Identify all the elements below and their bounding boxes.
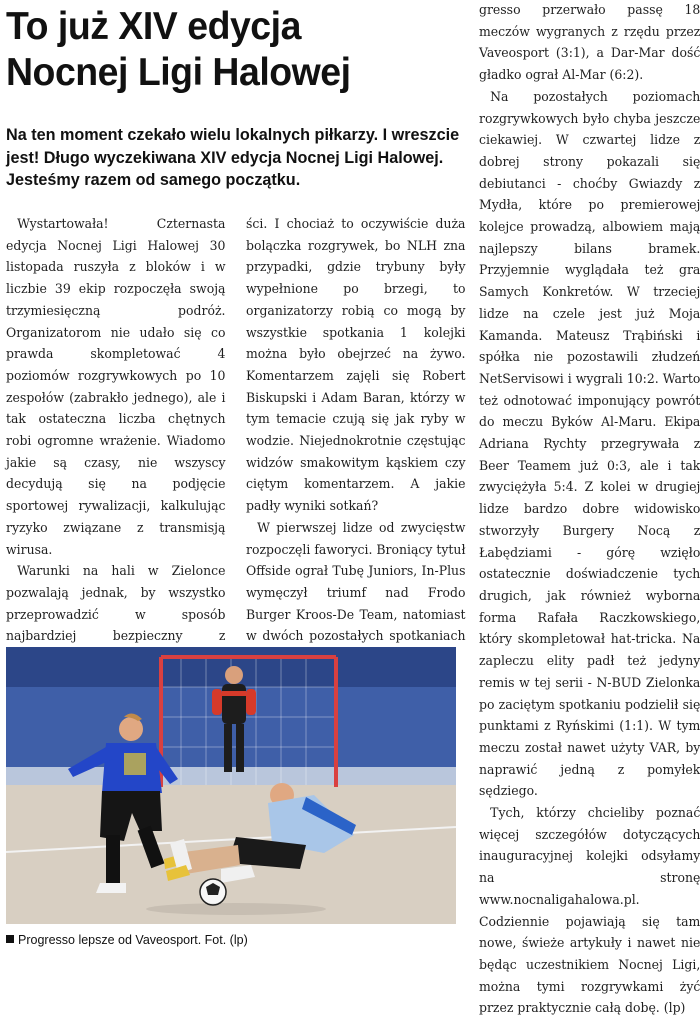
caption-square-bullet xyxy=(6,935,14,943)
article-headline xyxy=(6,4,450,96)
column-3-paragraph-2: Na pozostałych poziomach rozgrywkowych było chyba jeszcze ciekawiej. W czwartej lidze z dobrej strony pokazali się debiutanci - choćby Gwiazdy z Mydła, które po premierowej kolejce prowadzą, albowiem mają najlepszy bilans bramek. Przyjemnie wyglądała też gra Samych Konkretów. W trzeciej lidze na czele jest już Moja Kamanda. Mateusz Trąbiński i spółka nie pozostawili złudzeń NetServisowi i wygrali 10:2. Warto też odnotować imponujący powrót do meczu Byków Al-Maru. Ekipa Adriana Rychty przegrywała z Beer Teamem już 0:3, ale i tak zwyciężyła 5:4. Z kolei w drugiej lidze bardzo dobre widowisko stworzyły Burgery Nocą z Łabędziami - górę wzięło ostatecznie doświadczenie tych drugich, jak również wyborna forma Rafała Raczkowskiego, który skompletował hat-tricka. Na zapleczu elity padł też jedyny remis w tej serii - N-BUD Zielonka po zaciętym spotkaniu podzielił się punktami z Ryńskimi (1:1). W tym meczu został nawet użyty VAR, by naprawić jedną z pomyłek sędziego. xyxy=(479,89,700,800)
futsal-match-photo xyxy=(6,647,456,924)
column-1-paragraph-2: Warunki na hali w Zielonce pozwalają jednak, by wszystko przeprowadzić w sposób najbardziej bezpieczny z xyxy=(6,564,226,645)
headline-line-1: To już XIV edycja xyxy=(6,5,301,48)
column-1-paragraph-1: Wystartowała! Czternasta edycja Nocnej Ligi Halowej 30 listopada ruszyła z bloków i w liczbie 39 ekip rozpoczęła swoją trzymiesięczną podróż. Organizatorom nie udało się co prawda skompletować 4 poziomów rozgrywkowych po 10 zespołów (zabrakło jednego), ale i tak ostateczna liczba chętnych robi ogromne wrażenie. Wiadomo jakie są czasy, nie wszyscy decydują się na podjęcie sportowej rywalizacji, kalkulując ryzyko związane z transmisją wirusa. xyxy=(6,217,226,558)
column-3-paragraph-1: gresso przerwało passę 18 meczów wygranych z rzędu przez Vaveosport (3:1), a Dar-Mar dość gładko ograł Al-Mar (6:2). xyxy=(479,3,700,84)
caption-text: Progresso lepsze od Vaveosport. Fot. (lp) xyxy=(18,933,248,947)
column-3-paragraph-3: Tych, którzy chcieliby poznać więcej szczegółów dotyczących inauguracyjnej kolejki odsyłamy na stronę www.nocnaligahalowa.pl. Codziennie pojawiają się tam nowe, świeże artykuły i nawet nie będąc uczestnikiem Nocnej Ligi, można tymi rozgrywkami żyć przez praktycznie całą dobę. (lp) xyxy=(479,806,700,1017)
article-lead: Na ten moment czekało wielu lokalnych piłkarzy. I wreszcie jest! Długo wyczekiwana XIV edycja Nocnej Ligi Halowej. Jesteśmy razem od samego początku. xyxy=(6,126,460,189)
photo-caption xyxy=(6,932,466,948)
article-column-2 xyxy=(246,214,465,670)
column-2-paragraph-1: ści. I chociaż to oczywiście duża bolączka rozgrywek, bo NLH zna przypadki, gdzie trybuny były wypełnione po brzegi, to organizatorzy robią co mogą by wszystkie spotkania 1 kolejki można było obejrzeć na żywo. Komentarzem zajęli się Robert Biskupski i Adam Baran, którzy w tym temacie czują się jak ryby w wodzie. Niejednokrotnie częstując widzów smakowitym kąskiem czy ciętym komentarzem. A jakie padły wyniki sotkań? xyxy=(246,217,466,515)
article-column-3 xyxy=(479,0,700,1020)
column-2-paragraph-2: W pierwszej lidze od zwycięstw rozpoczęli faworyci. Broniący tytuł Offside ograł Tubę Juniors, In-Plus wymęczył triumf nad Frodo Burger Kroos-De Team, natomiast w dwóch pozostałych spotkaniach xyxy=(246,520,466,645)
article-column-1 xyxy=(6,214,225,713)
headline-line-2: Nocnej Ligi Halowej xyxy=(6,51,351,94)
